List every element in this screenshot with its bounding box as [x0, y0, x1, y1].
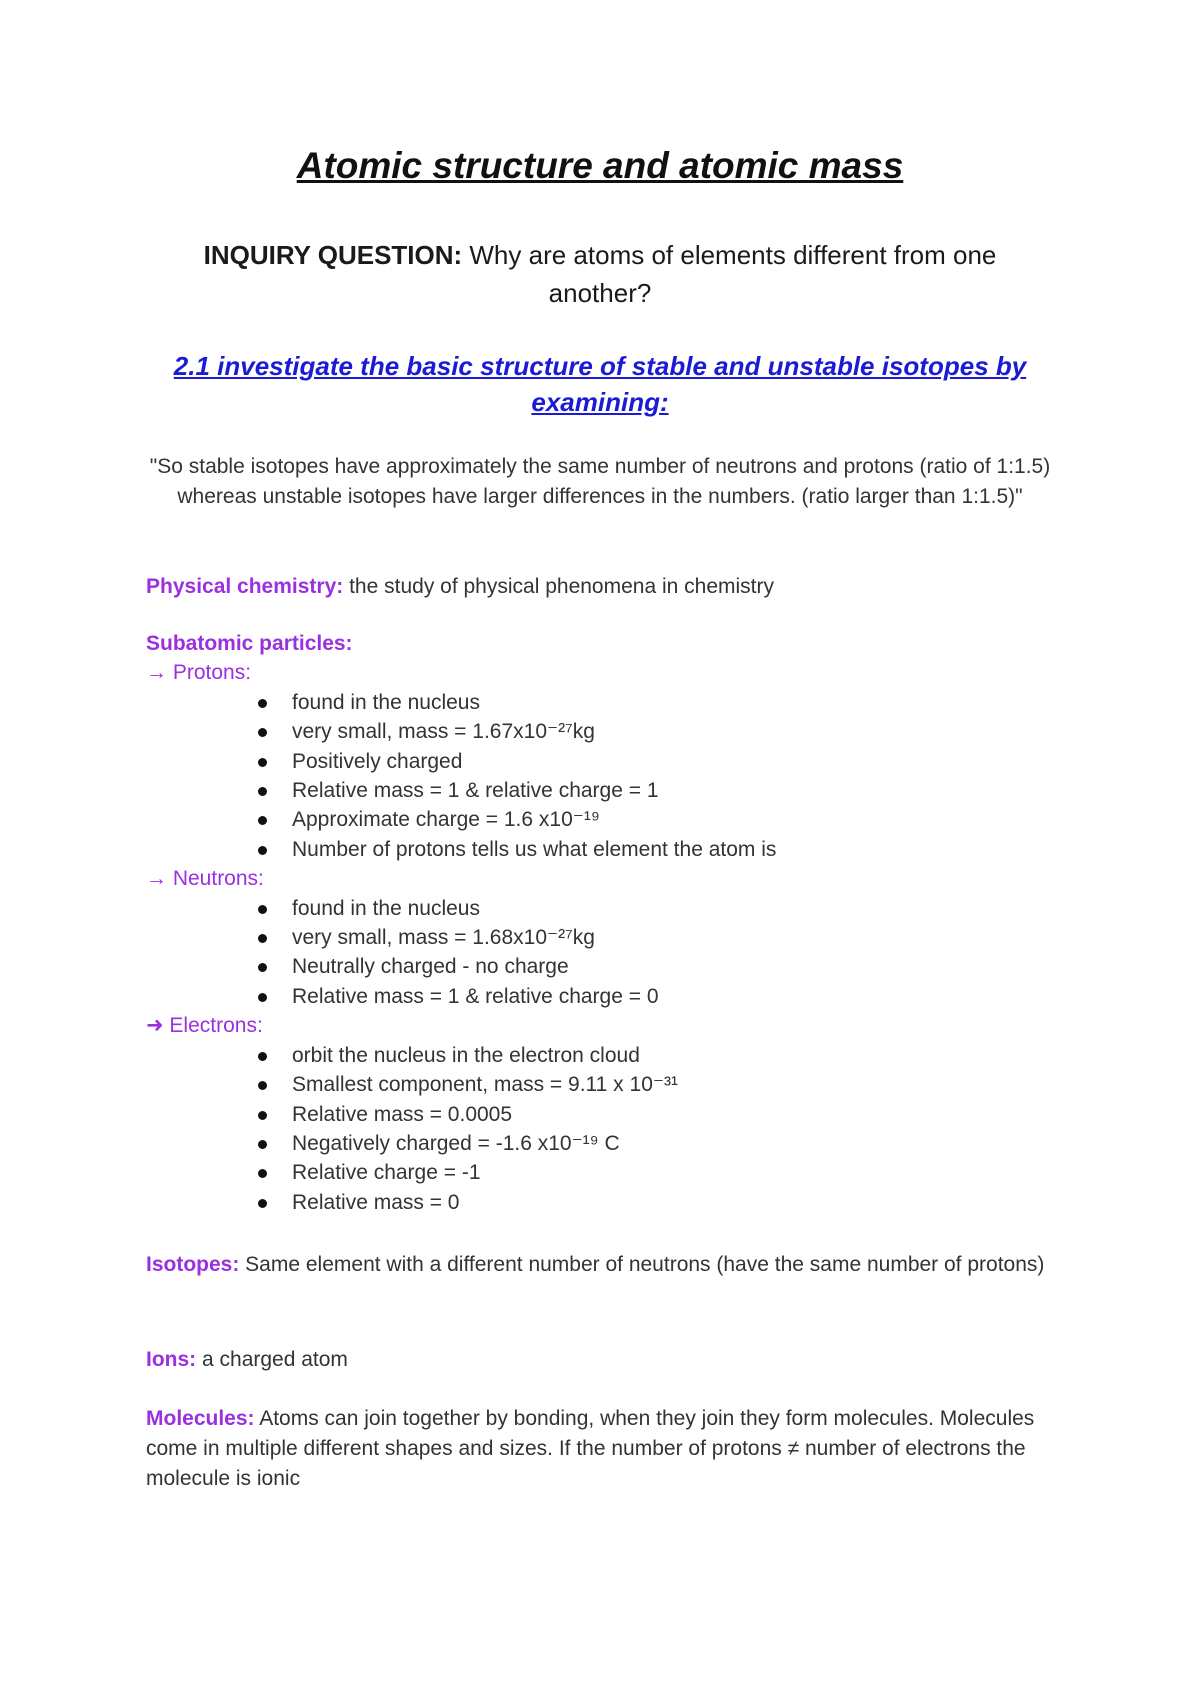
list-item: Relative mass = 1 & relative charge = 1 — [146, 776, 1066, 805]
syllabus-dotpoint-heading: 2.1 investigate the basic structure of stable and unstable isotopes by examining: — [173, 351, 1027, 417]
protons-label: → Protons: — [146, 661, 252, 685]
bullet-icon — [258, 934, 267, 943]
physical-chemistry-definition — [146, 572, 1066, 602]
molecules-term: Molecules: — [146, 1407, 255, 1430]
protons-list — [146, 688, 1066, 864]
bullet-icon — [258, 699, 267, 708]
subatomic-heading: Subatomic particles: — [146, 632, 353, 655]
page-title: Atomic structure and atomic mass — [296, 145, 904, 186]
bullet-icon — [258, 1199, 267, 1208]
bullet-icon — [258, 963, 267, 972]
subatomic-particles-section — [146, 629, 1066, 1217]
bullet-icon — [258, 1052, 267, 1061]
bullet-icon — [258, 846, 267, 855]
isotopes-text: Same element with a different number of neutrons (have the same number of protons) — [239, 1253, 1045, 1276]
isotopes-definition — [146, 1250, 1066, 1280]
list-item: very small, mass = 1.68x10⁻²⁷kg — [146, 923, 1066, 952]
inquiry-label: INQUIRY QUESTION: — [203, 240, 463, 270]
list-item: Positively charged — [146, 747, 1066, 776]
list-item: orbit the nucleus in the electron cloud — [146, 1041, 1066, 1070]
list-item: Relative mass = 0 — [146, 1188, 1066, 1217]
bullet-icon — [258, 816, 267, 825]
neutrons-list — [146, 894, 1066, 1012]
electrons-label: ➜ Electrons: — [146, 1014, 263, 1038]
bullet-icon — [258, 787, 267, 796]
ions-definition — [146, 1345, 1066, 1375]
list-item: Number of protons tells us what element the atom is — [146, 835, 1066, 864]
list-item: Approximate charge = 1.6 x10⁻¹⁹ — [146, 805, 1066, 834]
bullet-icon — [258, 758, 267, 767]
inquiry-question — [160, 236, 1040, 312]
list-item: found in the nucleus — [146, 894, 1066, 923]
list-item: found in the nucleus — [146, 688, 1066, 717]
bullet-icon — [258, 728, 267, 737]
list-item: Relative mass = 1 & relative charge = 0 — [146, 982, 1066, 1011]
physical-chemistry-text: the study of physical phenomena in chemistry — [343, 575, 774, 598]
bullet-icon — [258, 905, 267, 914]
list-item: Smallest component, mass = 9.11 x 10⁻³¹ — [146, 1070, 1066, 1099]
bullet-icon — [258, 1169, 267, 1178]
bullet-icon — [258, 1140, 267, 1149]
stability-quote: "So stable isotopes have approximately the same number of neutrons and protons (ratio of 1:1.5) whereas unstable isotopes have larger differences in the numbers. (ratio larger than 1:1.5)" — [149, 455, 1051, 508]
inquiry-text: Why are atoms of elements different from one another? — [462, 240, 997, 308]
bullet-icon — [258, 1081, 267, 1090]
ions-term: Ions: — [146, 1348, 197, 1371]
physical-chemistry-term: Physical chemistry: — [146, 575, 344, 598]
isotopes-term: Isotopes: — [146, 1253, 240, 1276]
list-item: Relative charge = -1 — [146, 1158, 1066, 1187]
list-item: Negatively charged = -1.6 x10⁻¹⁹ C — [146, 1129, 1066, 1158]
ions-text: a charged atom — [196, 1348, 348, 1371]
molecules-text: Atoms can join together by bonding, when they join they form molecules. Molecules come in multiple different shapes and sizes. If the number of protons ≠ number of electrons the molecule is ionic — [146, 1407, 1035, 1490]
bullet-icon — [258, 1111, 267, 1120]
list-item: Relative mass = 0.0005 — [146, 1100, 1066, 1129]
neutrons-label: → Neutrons: — [146, 867, 264, 891]
list-item: Neutrally charged - no charge — [146, 952, 1066, 981]
list-item: very small, mass = 1.67x10⁻²⁷kg — [146, 717, 1066, 746]
electrons-list — [146, 1041, 1066, 1217]
bullet-icon — [258, 993, 267, 1002]
molecules-definition — [146, 1404, 1066, 1494]
